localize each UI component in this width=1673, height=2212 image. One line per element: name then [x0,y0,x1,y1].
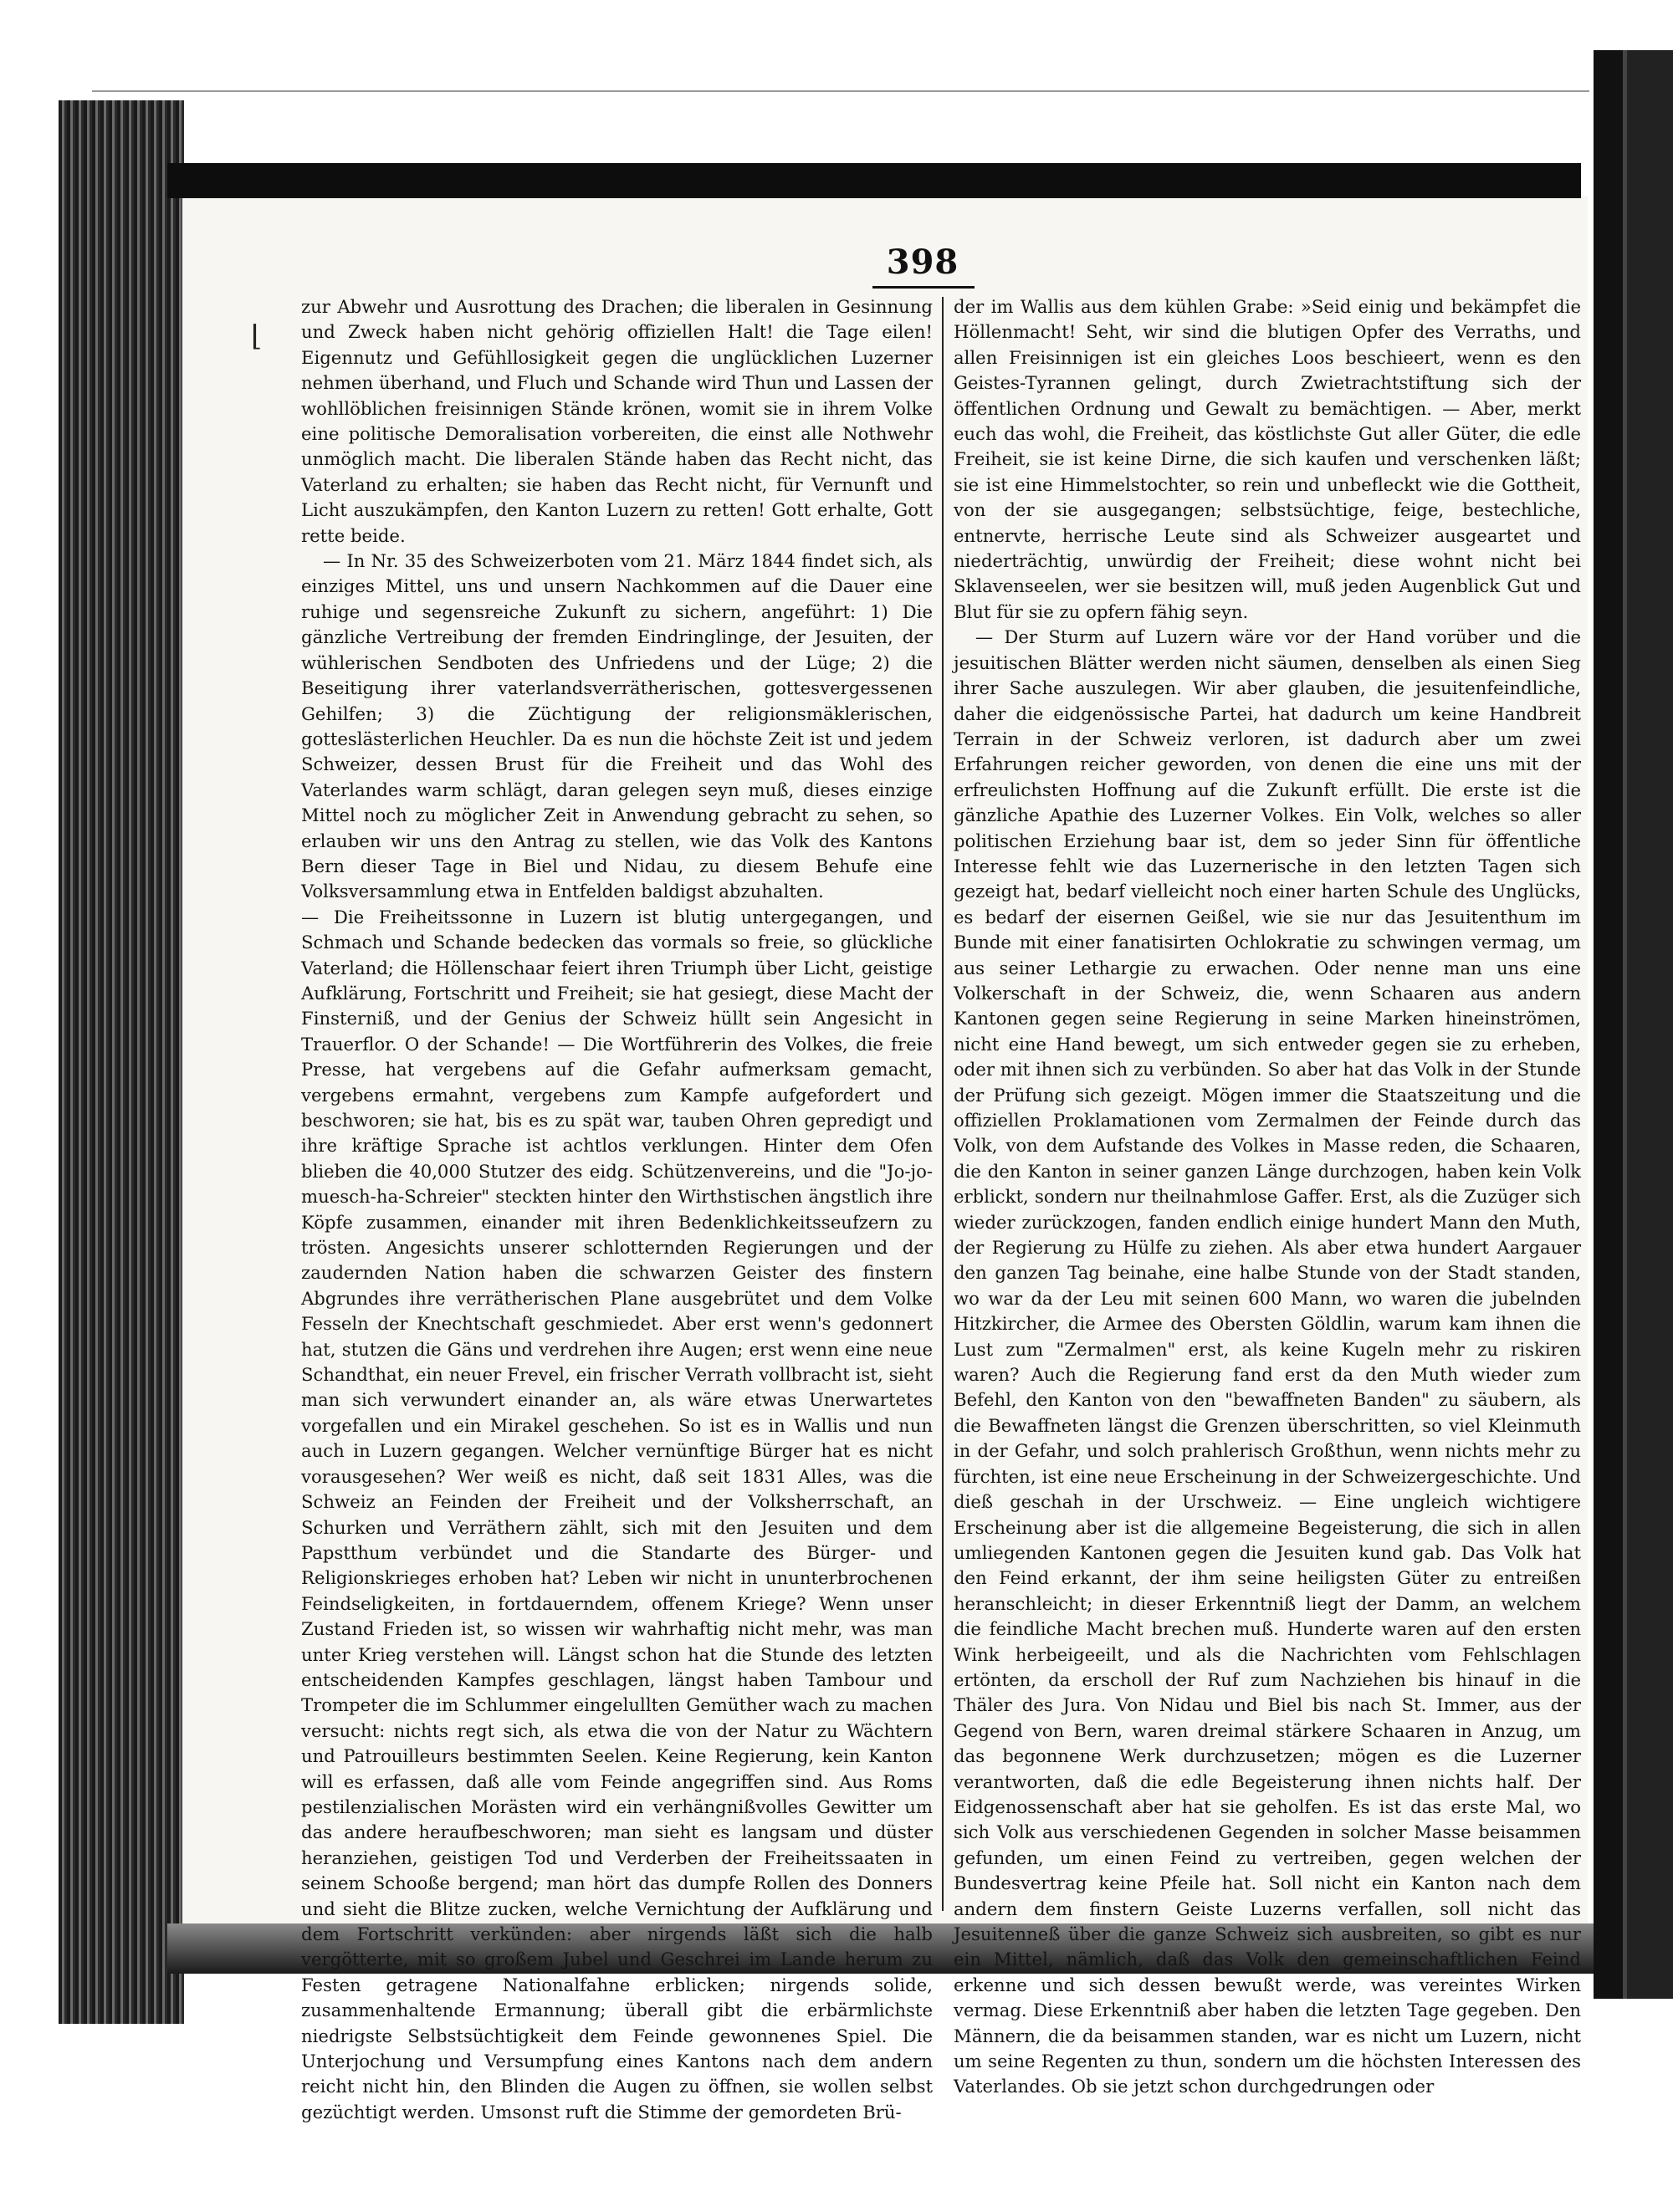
page-number: 398 [886,243,959,282]
scan-border [92,90,1589,109]
paragraph: — In Nr. 35 des Schweizerboten vom 21. März 1844 findet sich, als einziges Mittel, uns und unsern Nachkommen auf die Dauer eine ruhige und segensreiche Zukunft zu sichern, angeführt: 1) Die gänzliche Vertreibung der fremden Eindringlinge, der Jesuiten, der wühlerischen Sendboten des Unfriedens und der Lüge; 2) die Beseitigung ihrer vaterlandsverrätherischen, gottesvergessenen Gehilfen; 3) die Züchtigung der religionsmäklerischen, gotteslästerlichen Heuchler. Da es nun die höchste Zeit ist und jedem Schweizer, dessen Brust für die Freiheit und das Wohl des Vaterlandes warm schlägt, daran gelegen seyn muß, dieses einzige Mittel noch zu möglicher Zeit in Anwendung gebracht zu sehen, so erlauben wir uns den Antrag zu stellen, wie das Volk des Kantons Bern dieser Tage in Biel und Nidau, zu diesem Behufe eine Volksversammlung etwa in Entfelden baldigst abzuhalten. [301,550,933,902]
margin-mark-left: ⌊ [251,319,263,353]
book-right-edge [1594,50,1673,1999]
page-number-rule [872,286,975,289]
text-column-left [301,294,933,2123]
column-divider [942,297,944,1911]
paragraph: der im Wallis aus dem kühlen Grabe: »Seid einig und bekämpfet die Höllenmacht! Seht, wir sind die blutigen Opfer des Verraths, und allen Freisinnigen ist ein gleiches Loos beschieert, wenn es den Geistes-Tyrannen gelingt, durch Zwietrachtstiftung sich der öffentlichen Ordnung und Gewalt zu bemächtigen. — Aber, merkt euch das wohl, die Freiheit, das köstlichste Gut aller Güter, die edle Freiheit, sie ist keine Dirne, die sich kaufen und verschenken läßt; sie ist eine Himmelstochter, so rein und unbefleckt wie die Gottheit, von der sie ausgegangen; selbstsüchtige, feige, bestechliche, entnervte, herrische Leute sind als Schweizer ausgeartet und niederträchtig, unwürdig der Freiheit; diese wohnt nicht bei Sklavenseelen, wer sie besitzen will, muß jeden Augenblick Gut und Blut für sie zu opfern fähig seyn. [954,296,1581,622]
book-page-edges [59,100,184,2024]
text-column-right [954,294,1581,2097]
paragraph: — Die Freiheitssonne in Luzern ist blutig untergegangen, und Schmach und Schande bedecken das vormals so freie, so glückliche Vaterland; die Höllenschaar feiert ihren Triumph über Licht, geistige Aufklärung, Fortschritt und Freiheit; sie hat gesiegt, diese Macht der Finsterniß, und der Genius der Schweiz hüllt sein Angesicht in Trauerflor. O der Schande! — Die Wortführerin des Volkes, die freie Presse, hat vergebens auf die Gefahr aufmerksam gemacht, vergebens ermahnt, vergebens zum Kampfe aufgefordert und beschworen; sie hat, bis es zu spät war, tauben Ohren gepredigt und ihre kräftige Sprache ist achtlos verklungen. Hinter dem Ofen blieben die 40,000 Stutzer des eidg. Schützenvereins, und die "Jo-jo-muesch-ha-Schreier" steckten hinter den Wirthstischen ängstlich ihre Köpfe zusammen, einander mit ihren Bedenklichkeitsseufzern zu trösten. Angesichts unserer schlotternden Regierungen und der zaudernden Nation haben die schwarzen Geister des finstern Abgrundes ihre verrätherischen Plane ausgebrütet und dem Volke Fesseln der Knechtschaft geschmiedet. Aber erst wenn's gedonnert hat, stutzen die Gäns und verdrehen ihre Augen; erst wenn eine neue Schandthat, ein neuer Frevel, ein frischer Verrath vollbracht ist, sieht man sich verwundert einander an, als wäre etwas Unerwartetes vorgefallen und ein Mirakel geschehen. So ist es in Wallis und nun auch in Luzern gegangen. Welcher vernünftige Bürger hat es nicht vorausgesehen? Wer weiß es nicht, daß seit 1831 Alles, was die Schweiz an Feinden der Freiheit und der Volksherrschaft, an Schurken und Verräthern zählt, sich mit den Jesuiten und dem Papstthum verbündet und die Standarte des Bürger- und Religionskrieges erhoben hat? Leben wir nicht in ununterbrochenen Feindseligkeiten, in fortdauerndem, offenem Kriege? Wenn unser Zustand Frieden ist, so wissen wir wahrhaftig nicht mehr, was man unter Krieg verstehen will. Längst schon hat die Stunde des letzten entscheidenden Kampfes geschlagen, längst haben Tambour und Trompeter die im Schlummer eingelullten Gemüther wach zu machen versucht: nichts regt sich, als etwa die von der Natur zu Wächtern und Patrouilleurs bestimmten Seelen. Keine Regierung, kein Kanton will es erfassen, daß alle vom Feinde angegriffen sind. Aus Roms pestilenzialischen Morästen wird ein verhängnißvolles Gewitter um das andere heraufbeschworen; man sieht es langsam und düster heranziehen, geistigen Tod und Verderben der Freiheitssaaten in seinem Schooße bergend; man hört das dumpfe Rollen des Donners und sieht die Blitze zucken, welche Vernichtung der Aufklärung und dem Fortschritt verkünden: aber nirgends läßt sich die halb vergötterte, mit so großem Jubel und Geschrei im Lande herum zu Festen getragene Nationalfahne erblicken; nirgends solide, zusammenhaltende Ermannung; überall gibt die erbärmlichste niedrigste Selbstsüchtigkeit dem Feinde gewonnenes Spiel. Die Unterjochung und Versumpfung eines Kantons nach dem andern reicht nicht hin, den Blinden die Augen zu öffnen, sie wollen selbst gezüchtigt werden. Umsonst ruft die Stimme der gemordeten Brü- [301,906,933,2123]
margin-mark-right: + [1630,1805,1656,1842]
paragraph: — Der Sturm auf Luzern wäre vor der Hand vorüber und die jesuitischen Blätter werden nicht säumen, denselben als einen Sieg ihrer Sache auszulegen. Wir aber glauben, die jesuitenfeindliche, daher die eidgenössische Partei, hat dadurch um keine Handbreit Terrain in der Schweiz verloren, ist dadurch aber um zwei Erfahrungen reicher geworden, von denen die eine uns mit der erfreulichsten Hoffnung auf die Zukunft erfüllt. Die erste ist die gänzliche Apathie des Luzerner Volkes. Ein Volk, welches so aller politischen Erziehung baar ist, dem so jeder Sinn für öffentliche Interesse fehlt wie das Luzernerische in den letzten Tagen sich gezeigt hat, bedarf vielleicht noch einer harten Schule des Unglücks, es bedarf der eisernen Geißel, wie sie nur das Jesuitenthum im Bunde mit einer fanatisirten Ochlokratie zu schwingen vermag, um aus seiner Lethargie zu erwachen. Oder nenne man uns eine Volkerschaft in der Schweiz, die, wenn Schaaren aus andern Kantonen gegen seine Regierung in seine Marken hineinströmen, nicht eine Hand bewegt, um sich entweder gegen sie zu erheben, oder mit ihnen sich zu verbünden. So aber hat das Volk in der Stunde der Prüfung sich gezeigt. Mögen immer die Staatszeitung und die offiziellen Proklamationen vom Zermalmen der Feinde durch das Volk, von dem Aufstande des Volkes in Masse reden, die Schaaren, die den Kanton in seiner ganzen Länge durchzogen, haben kein Volk erblickt, sondern nur theilnahmlose Gaffer. Erst, als die Zuzüger sich wieder zurückzogen, fanden endlich einige hundert Mann den Muth, der Regierung zu Hülfe zu ziehen. Als aber etwa hundert Aargauer den ganzen Tag beinahe, eine halbe Stunde von der Stadt standen, wo war da der Leu mit seinen 600 Mann, wo waren die jubelnden Hitzkircher, die Armee des Obersten Göldlin, warum kam ihnen die Lust zum "Zermalmen" erst, als keine Kugeln mehr zu riskiren waren? Auch die Regierung fand erst da den Muth wieder zum Befehl, den Kanton von den "bewaffneten Banden" zu säubern, als die Bewaffneten längst die Grenzen überschritten, so viel Kleinmuth in der Gefahr, und solch prahlerisch Großthun, wenn nichts mehr zu fürchten, ist eine neue Erscheinung in der Schweizergeschichte. Und dieß geschah in der Urschweiz. — Eine ungleich wichtigere Erscheinung aber ist die allgemeine Begeisterung, die sich in allen umliegenden Kantonen gegen die Jesuiten kund gab. Das Volk hat den Feind erkannt, der ihm seine heiligsten Güter zu entreißen heranschleicht; in dieser Erkenntniß liegt der Damm, an welchem die feindliche Macht brechen muß. Hunderte waren auf den ersten Wink herbeigeeilt, und als die Nachrichten vom Fehlschlagen ertönten, da erscholl der Ruf zum Nachziehen bis hinauf in die Thäler des Jura. Von Nidau und Biel bis nach St. Immer, aus der Gegend von Bern, waren dreimal stärkere Schaaren in Anzug, um das begonnene Werk durchzusetzen; mögen es die Luzerner verantworten, daß die edle Begeisterung ihnen nichts half. Der Eidgenossenschaft aber hat sie geholfen. Es ist das erste Mal, wo sich Volk aus verschiedenen Gegenden in solcher Masse beisammen gefunden, um einen Feind zu vertreiben, gegen welchen der Bundesvertrag keine Pfeile hat. Soll nicht ein Kanton nach dem andern dem finstern Geiste Luzerns verfallen, soll nicht das Jesuitenneß über die ganze Schweiz sich ausbreiten, so gibt es nur ein Mittel, nämlich, daß das Volk den gemeinschaftlichen Feind erkenne und sich dessen bewußt werde, was vereintes Wirken vermag. Diese Erkenntniß aber haben die letzten Tage gegeben. Den Männern, die da beisammen standen, war es nicht um Luzern, nicht um seine Regenten zu thun, sondern um die höchsten Interessen des Vaterlandes. Ob sie jetzt schon durchgedrungen oder [954,626,1581,2097]
book-top-edge [167,163,1581,198]
paragraph: zur Abwehr und Ausrottung des Drachen; die liberalen in Gesinnung und Zweck haben nicht gehörig offiziellen Halt! die Tage eilen! Eigennutz und Gefühllosigkeit gegen die unglücklichen Luzerner nehmen überhand, und Fluch und Schande wird Thun und Lassen der wohllöblichen freisinnigen Stände krönen, womit sie in ihrem Volke eine politische Demoralisation vorbereiten, die einst alle Nothwehr unmöglich macht. Die liberalen Stände haben das Recht nicht, das Vaterland zu erhalten; sie haben das Recht nicht, für Vernunft und Licht auszukämpfen, den Kanton Luzern zu retten! Gott erhalte, Gott rette beide. [301,296,933,546]
